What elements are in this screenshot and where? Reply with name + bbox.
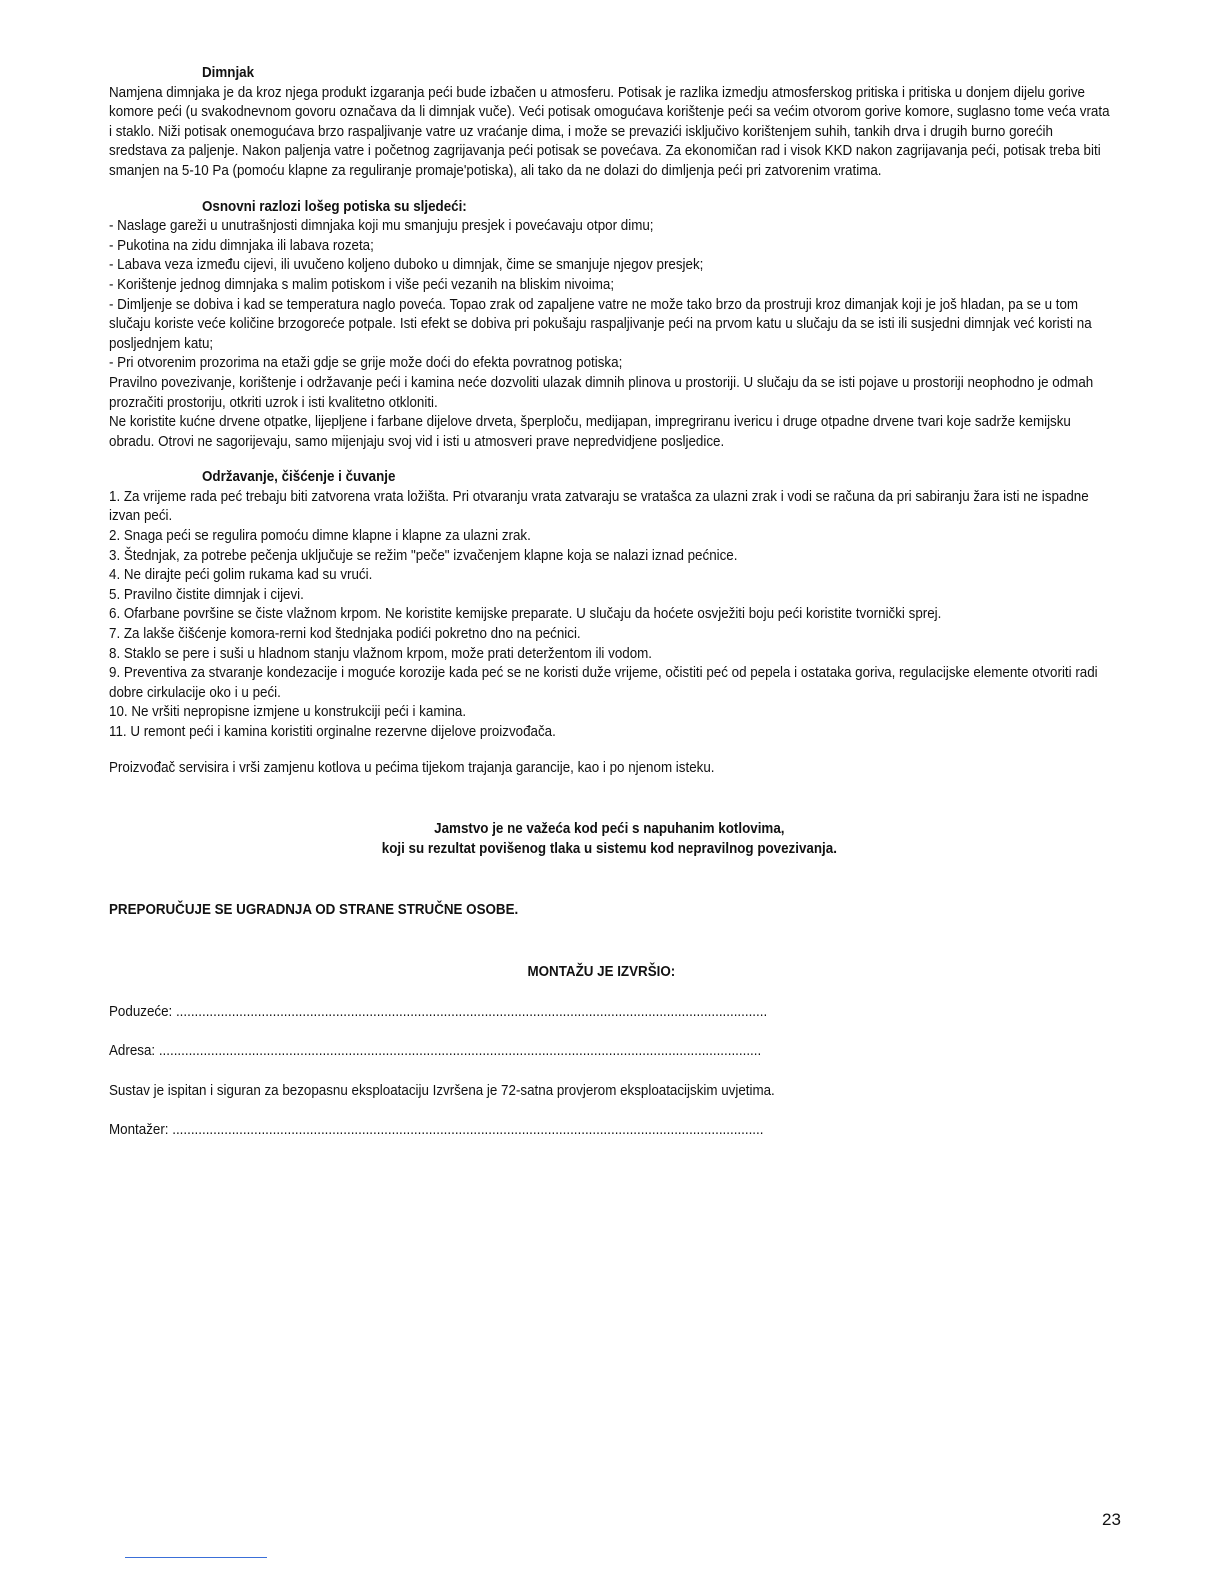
spacer — [109, 983, 1110, 1003]
odrzavanje-list — [109, 488, 1110, 743]
montaza-title: MONTAŽU JE IZVRŠIO: — [527, 963, 676, 980]
section-title-razlozi: Osnovni razlozi lošeg potiska su sljedeći: — [202, 198, 467, 215]
spacer — [109, 452, 1110, 468]
list-item: 11. U remont peći i kamina koristiti orginalne rezervne dijelove proizvođača. — [109, 724, 556, 740]
list-item: 10. Ne vršiti nepropisne izmjene u konstrukciji peći i kamina. — [109, 704, 467, 721]
spacer — [109, 859, 1110, 901]
spacer — [109, 1101, 1110, 1121]
list-item: 8. Staklo se pere i suši u hladnom stanju vlažnom krpom, može prati deteržentom ili vodom. — [109, 645, 653, 662]
razlozi-list — [109, 217, 1110, 452]
list-item: - Pukotina na zidu dimnjaka ili labava rozeta; — [109, 237, 374, 254]
list-item: 9. Preventiva za stvaranje kondezacije i moguće korozije kada peć se ne koristi duže vrijeme, očistiti peć od pepela i ostataka goriva, regulacijske elemente otvoriti radi dobre cirkulacije oko i u peći. — [109, 665, 1098, 701]
list-item: - Pri otvorenim prozorima na etaži gdje se grije može doći do efekta povratnog potiska; — [109, 355, 623, 372]
spacer — [109, 1022, 1110, 1042]
jamstvo-line-1: Jamstvo je ne važeća kod peći s napuhanim kotlovima, — [434, 821, 785, 838]
list-item: - Korištenje jednog dimnjaka s malim potiskom i više peći vezanih na bliskim nivoima; — [109, 276, 615, 293]
list-item: 6. Ofarbane površine se čiste vlažnom krpom. Ne koristite kemijske preparate. U slučaju da hoćete osvježiti boju peći koristite tvornički sprej. — [109, 606, 942, 623]
adresa-field: Adresa: .................................................................................................................................................................. — [109, 1043, 762, 1060]
spacer — [109, 921, 1110, 963]
preporuka-notice: PREPORUČUJE SE UGRADNJA OD STRANE STRUČNE OSOBE. — [109, 902, 519, 919]
spacer — [109, 778, 1110, 820]
jamstvo-line-2: koji su rezultat povišenog tlaka u sistemu kod nepravilnog povezivanja. — [381, 840, 837, 857]
jamstvo-notice — [109, 820, 1110, 859]
section-title-odrzavanje: Održavanje, čišćenje i čuvanje — [202, 469, 396, 486]
poduzece-field: Poduzeće: ............................................................................................................................................................... — [109, 1003, 768, 1020]
footer-rule — [125, 1557, 267, 1558]
list-item: - Dimljenje se dobiva i kad se temperatura naglo poveća. Topao zrak od zapaljene vatre ne može tako brzo da prostruji kroz dimanjak koji je još hladan, pa se u tom slučaju koriste veće količine brzogoreće potpale. Isti efekt se dobiva pri pokušaju raspaljivanje peći na prvom katu u slučaju da se isti ili susjedni dimnjak već koristi na posljednjem katu; — [109, 296, 1092, 352]
list-item: Ne koristite kućne drvene otpatke, lijepljene i farbane dijelove drveta, šperploču, medijapan, impregriranu ivericu i druge otpadne drvene tvari koje sadrže kemijsku obradu. Otrovi ne sagorijevaju, samo mijenjaju svoj vid i isti u atmosveri prave nepredvidjene posljedice. — [109, 414, 1071, 450]
montazer-field: Montažer: ............................................................................................................................................................... — [109, 1122, 764, 1139]
list-item: 4. Ne dirajte peći golim rukama kad su vrući. — [109, 567, 373, 584]
section-title-dimnjak: Dimnjak — [202, 65, 255, 81]
list-item: 7. Za lakše čišćenje komora-rerni kod štednjaka podići pokretno dno na pećnici. — [109, 626, 581, 643]
spacer — [109, 1062, 1110, 1082]
sustav-statement: Sustav je ispitan i siguran za bezopasnu eksploataciju Izvršena je 72-satna provjerom eksploatacijskim uvjetima. — [109, 1082, 775, 1099]
servis-note: Proizvođač servisira i vrši zamjenu kotlova u pećima tijekom trajanja garancije, kao i po njenom isteku. — [109, 759, 715, 776]
list-item: - Naslage gareži u unutrašnjosti dimnjaka koji mu smanjuju presjek i povećavaju otpor dimu; — [109, 218, 654, 235]
list-item: 1. Za vrijeme rada peć trebaju biti zatvorena vrata ložišta. Pri otvaranju vrata zatvaraju se vratašca za ulazni zrak i vodi se računa da pri sabiranju žara isti ne ispadne izvan peći. — [109, 488, 1089, 525]
list-item: Pravilno povezivanje, korištenje i održavanje peći i kamina neće dozvoliti ulazak dimnih plinova u prostoriji. U slučaju da se isti pojave u prostoriji neophodno je odmah prozračiti prostoriju, otkriti uzrok i isti kvalitetno otkloniti. — [109, 374, 1094, 411]
list-item: 2. Snaga peći se regulira pomoću dimne klapne i klapne za ulazni zrak. — [109, 528, 531, 545]
spacer — [109, 182, 1110, 198]
list-item: 3. Štednjak, za potrebe pečenja uključuje se režim "peče" izvačenjem klapne koja se nalazi iznad pećnice. — [109, 547, 738, 564]
list-item: - Labava veza između cijevi, ili uvučeno koljeno duboko u dimnjak, čime se smanjuje njegov presjek; — [109, 257, 704, 274]
dimnjak-paragraph: Namjena dimnjaka je da kroz njega produkt izgaranja peći bude izbačen u atmosferu. Potisak je razlika izmedju atmosferskog pritiska i pritiska u donjem dijelu gorive komore peći (u svakodnevnom govoru označava da li dimnjak vuče). Veći potisak omogućava korištenje peći sa većim otvorom gorive komore, suglasno tome veća vrata i staklo. Niži potisak onemogućava brzo raspaljivanje vatre uz vraćanje dima, i može se prevazići isključivo korištenjem suhih, tankih drva i drugih burno gorećih sredstava za paljenje. Nakon paljenja vatre i početnog zagrijavanja peći potisak se povećava. Za ekonomičan rad i visok KKD nakon zagrijavanja peći, potisak treba biti smanjen na 5-10 Pa (pomoću klapne za reguliranje promaje'potiska), ali tako da ne dolazi do dimljenja peći pri zatvorenim vratima. — [109, 84, 1110, 179]
document-page — [109, 64, 1110, 1141]
page-number: 23 — [1102, 1510, 1121, 1529]
spacer — [109, 743, 1110, 759]
list-item: 5. Pravilno čistite dimnjak i cijevi. — [109, 586, 304, 603]
